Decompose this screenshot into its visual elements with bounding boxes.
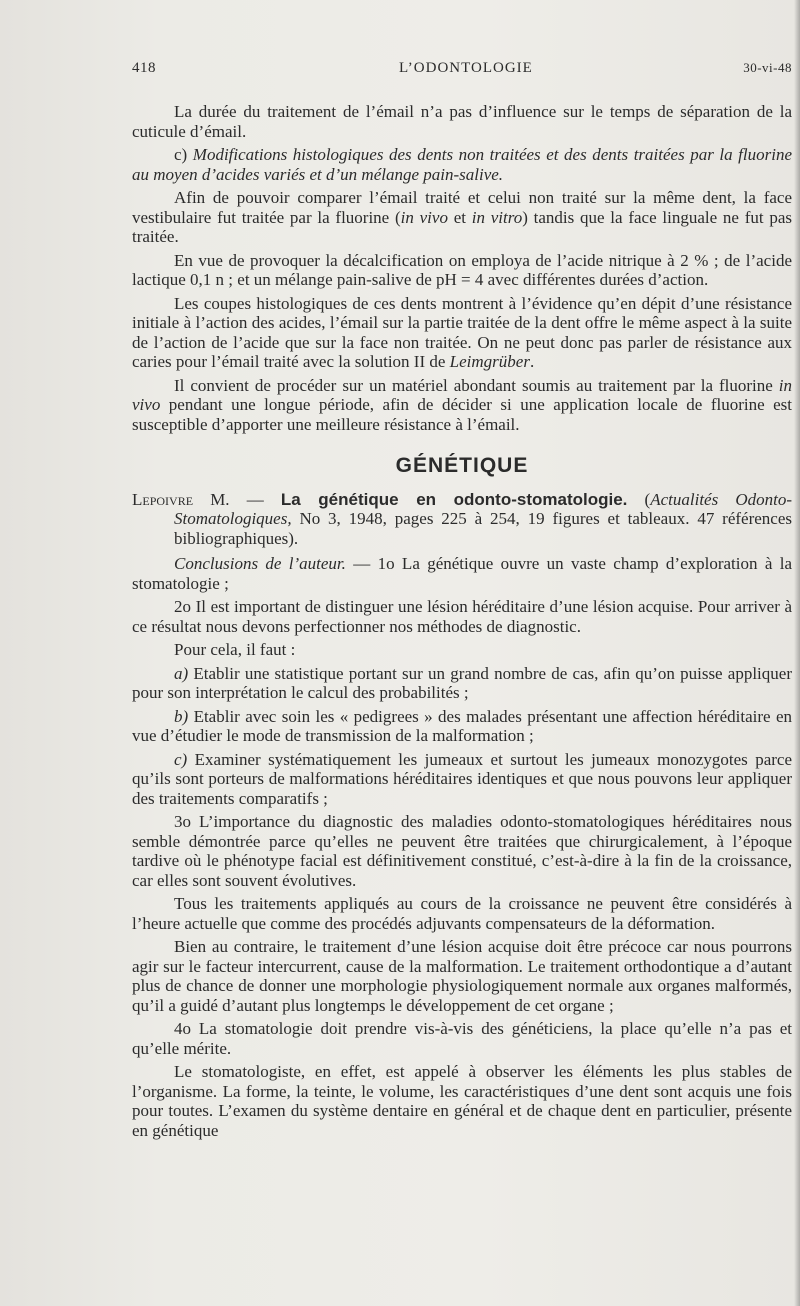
list-label: a) (174, 663, 189, 683)
text-run: ) tandis que la face linguale ne fut pas traitée. (132, 207, 793, 246)
page-edge-shadow (794, 0, 800, 1306)
italic-term: in vivo (400, 207, 448, 227)
section-heading: GÉNÉTIQUE (395, 454, 529, 477)
reference-journal: Actualités Odonto-Stomatologiques, (174, 489, 793, 528)
reference-details: No 3, 1948, pages 225 à 254, 19 figures et tableaux. 47 références bibliographiques). (174, 509, 792, 548)
list-label: c) (174, 749, 188, 769)
reference-title: La génétique en odonto-stomatologie. (280, 489, 628, 509)
text-run: Les coupes histologiques de ces dents montrent à l’évidence qu’en dépit d’une résistance initiale à l’action des acides, l’émail sur la partie traitée de la dent offre le même aspect à la suite de l’action de l’acide que sur la face non traitée. On ne peut donc pas parler de résistance aux caries pour l’émail traité avec la solution II de (132, 293, 792, 371)
list-item (132, 707, 792, 746)
paragraph (132, 294, 792, 372)
paragraph: Le stomatologiste, en effet, est appelé à observer les éléments les plus stables de l’organisme. La forme, la teinte, le volume, les caractéristiques d’une dent sont acquis une fois pour toutes. L’examen du système dentaire en général et de chaque dent en particulier, présente en génétique (132, 1062, 792, 1140)
italic-term: in vitro (471, 207, 523, 227)
list-label: b) (174, 706, 189, 726)
running-head (132, 60, 792, 82)
paragraph: La durée du traitement de l’émail n’a pas d’influence sur le temps de séparation de la cuticule d’émail. (132, 102, 792, 141)
text-run: ( (627, 489, 651, 509)
paragraph: 4o La stomatologie doit prendre vis-à-vis des généticiens, la place qu’elle n’a pas et qu’elle mérite. (132, 1019, 792, 1058)
text-run: Afin de pouvoir comparer l’émail traité et celui non traité sur la même dent, la face vestibulaire fut traitée par la fluorine ( (132, 188, 792, 227)
italic-term: in vivo (132, 375, 792, 414)
paragraph: Bien au contraire, le traitement d’une lésion acquise doit être précoce car nous pourrons agir sur le facteur intercurrent, cause de la malformation. Le traitement orthodontique a d’autant plus de chance de donner une morphologie physiologiquement normale aux organes malformés, qu’il a guidé d’autant plus longtemps le développement de cet organe ; (132, 937, 792, 1015)
text-run: Examiner systématiquement les jumeaux et surtout les jumeaux monozygotes parce qu’ils sont porteurs de malformations héréditaires identiques et que nous pouvons leur appliquer des traitements comparatifs ; (132, 749, 792, 808)
text-run: Etablir une statistique portant sur un grand nombre de cas, afin qu’on puisse appliquer pour son interprétation le calcul des probabilités ; (132, 663, 792, 702)
paragraph-subsection-c (132, 145, 792, 184)
reference-author: Lepoivre M. (132, 489, 230, 509)
issue-date: 30-vi-48 (743, 60, 792, 75)
paragraph: 2o Il est important de distinguer une lésion héréditaire d’une lésion acquise. Pour arriver à ce résultat nous devons perfectionner nos méthodes de diagnostic. (132, 597, 792, 636)
paragraph (132, 188, 792, 247)
text-run: Etablir avec soin les « pedigrees » des malades présentant une affection héréditaire en vue d’étudier le mode de transmission de la malformation ; (132, 706, 792, 745)
paragraph: 3o L’importance du diagnostic des maladies odonto-stomatologiques héréditaires nous semble démontrée parce qu’elles ne peuvent être traitées que chirurgicalement, à l’époque tardive où le phénotype facial est définitivement constitué, c’est-à-dire à la fin de la croissance, car elles sont souvent évolutives. (132, 812, 792, 890)
journal-title: L’ODONTOLOGIE (399, 60, 533, 76)
text-run: . (529, 352, 535, 371)
subsection-title: Modifications histologiques des dents non traitées et des dents traitées par la fluorine au moyen d’acides variés et d’un mélange pain-salive. (132, 145, 793, 184)
text-run: — 1o La génétique ouvre un vaste champ d’exploration à la stomatologie ; (132, 554, 792, 593)
paragraph: Tous les traitements appliqués au cours de la croissance ne peuvent être considérés à l’heure actuelle que comme des procédés adjuvants compensateurs de la déformation. (132, 894, 792, 933)
page-number: 418 (132, 60, 156, 76)
list-item (132, 750, 792, 809)
italic-name: Leimgrüber (449, 352, 530, 371)
article-body (132, 102, 792, 1144)
subsection-label: c) (174, 145, 188, 164)
reference-dash: — (229, 489, 281, 509)
text-run: pendant une longue période, afin de décider si une application locale de fluorine est susceptible d’apporter une meilleure résistance à l’émail. (132, 395, 792, 434)
paragraph: En vue de provoquer la décalcification on employa de l’acide nitrique à 2 % ; de l’acide lactique 0,1 n ; et un mélange pain-salive de pH = 4 avec différentes durées d’action. (132, 250, 792, 289)
paragraph (132, 554, 792, 593)
list-item (132, 664, 792, 703)
paragraph: Pour cela, il faut : (174, 640, 296, 659)
conclusions-label: Conclusions de l’auteur. (174, 554, 346, 573)
text-run: et (447, 207, 472, 227)
bibliographic-reference (132, 490, 792, 549)
paragraph (132, 376, 792, 435)
text-run: Il convient de procéder sur un matériel abondant soumis au traitement par la fluorine (174, 375, 779, 395)
